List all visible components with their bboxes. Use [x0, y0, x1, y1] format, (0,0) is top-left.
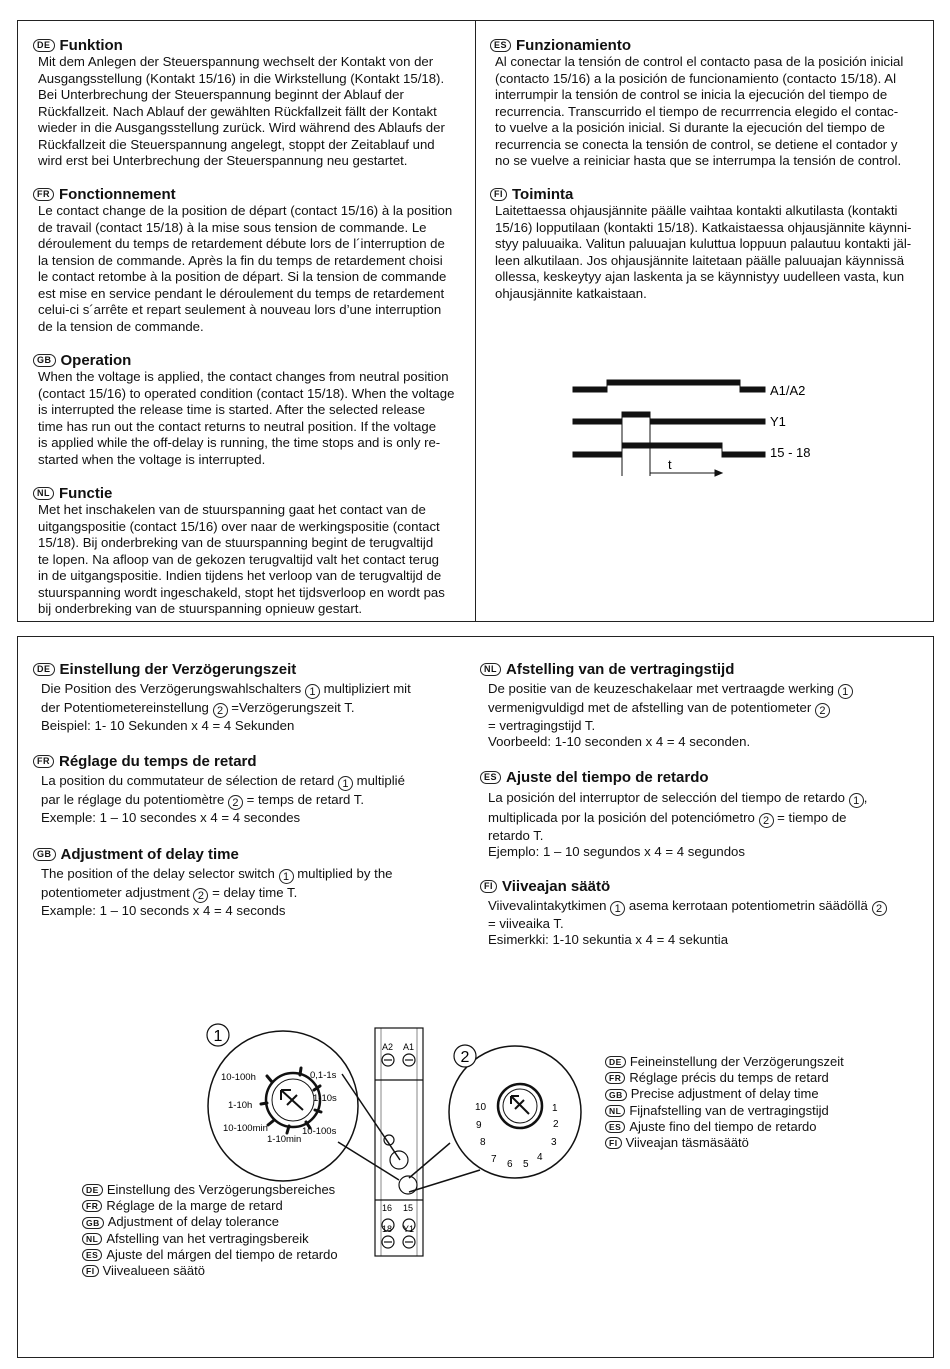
text-line: Rückfallzeit. Nach Ablauf der gewählten Rückfallzeit fällt der Kontakt: [38, 103, 437, 119]
legend-row: [82, 1263, 338, 1279]
label-a1a2: A1/A2: [770, 383, 806, 398]
signal-y1: [573, 412, 765, 424]
legend-text: Viivealueen säätö: [102, 1263, 205, 1279]
section-fi-adjust: [480, 877, 930, 948]
lang-badge: ES: [480, 771, 501, 784]
legend-text: Viiveajan täsmäsäätö: [625, 1135, 749, 1151]
text-line: = vertragingstijd T.: [488, 718, 596, 733]
section-de-adjust: [33, 660, 473, 733]
legend-row: [605, 1054, 844, 1070]
terminal-18: 18: [382, 1224, 393, 1234]
section-title: Funzionamiento: [516, 36, 632, 54]
terminal-a2: A2: [382, 1042, 394, 1052]
section-body: [33, 54, 473, 170]
text-line: bij onderbreking van de stuurspanning opnieuw gestart.: [38, 601, 363, 616]
text-span: multiplied by the: [297, 866, 393, 881]
legend-text: Precise adjustment of delay time: [630, 1086, 819, 1102]
legend-row: [605, 1135, 844, 1151]
text-line: de la tension de commande.: [38, 318, 204, 334]
legend-left: [82, 1182, 338, 1279]
section-nl-adjust: [480, 660, 930, 751]
circle-number-2: 2: [759, 813, 774, 828]
callout-1-label: 1: [213, 1028, 223, 1045]
text-line: de travail (contact 15/18) à la mise sous tension de commande. Le: [38, 219, 427, 235]
section-title: Funktion: [59, 36, 123, 54]
section-body: [33, 678, 473, 733]
circle-number-1: 1: [849, 793, 864, 808]
terminal-y1: Y1: [403, 1224, 415, 1234]
text-span: ,: [863, 790, 868, 805]
legend-row: [82, 1231, 338, 1247]
lang-badge: NL: [605, 1105, 625, 1117]
section-title: Adjustment of delay time: [60, 845, 239, 863]
section-es-adjust: [480, 768, 930, 860]
section-body: [490, 203, 930, 302]
dial1-mark-0-1-1s: 0,1-1s: [310, 1070, 337, 1081]
section-title: Einstellung der Verzögerungszeit: [59, 660, 297, 678]
section-title: Functie: [59, 484, 113, 502]
section-nl-function: [33, 484, 473, 618]
section-gb-adjust: [33, 845, 473, 918]
text-line: is interrupted the release time is started. After the selected release: [38, 402, 426, 417]
text-line: recurrencia se conecta la tensión de control, se detiene el contador y: [495, 136, 898, 152]
dial2-mark-6: 6: [507, 1159, 513, 1170]
text-line: Rückfallzeit die Steuerspannung angelegt, stoppt der Zeitablauf und: [38, 136, 435, 152]
text-line: Le contact change de la position de départ (contact 15/16) à la position: [38, 203, 453, 218]
text-line: Voorbeeld: 1-10 seconden x 4 = 4 seconden.: [488, 734, 751, 749]
legend-row: [82, 1247, 338, 1263]
text-line: 15/18). Bij onderbreking van de stuurspanning begint de terugvaltijd: [38, 535, 434, 550]
lang-badge: FI: [480, 880, 497, 893]
text-line: in de uitgangspositie. Indien tijdens het verloop van de terugvaltijd de: [38, 568, 442, 583]
circle-number-2: 2: [213, 703, 228, 718]
dial2-mark-4: 4: [537, 1152, 543, 1163]
callout-2: [454, 1045, 476, 1067]
dial2-mark-9: 9: [476, 1120, 482, 1131]
lang-badge: FR: [82, 1200, 102, 1212]
section-gb-function: [33, 351, 473, 468]
text-line: interrumpir la tensión de control se inicia la ejecución del tiempo de: [495, 87, 888, 102]
relay-device: [375, 1028, 423, 1256]
lang-badge: GB: [82, 1217, 104, 1229]
text-span: par le réglage du potentiomètre: [41, 792, 225, 807]
legend-row: [82, 1214, 338, 1230]
text-line: (contacto 15/16) a la posición de funcionamiento (contacto 15/18). Al: [495, 70, 897, 86]
dial2-mark-8: 8: [480, 1137, 486, 1148]
section-de-function: [33, 36, 473, 170]
dial1-mark-10-100min: 10-100min: [223, 1123, 268, 1134]
callout-2-label: 2: [460, 1049, 470, 1066]
label-15-18: 15 - 18: [770, 445, 811, 460]
text-span: potentiometer adjustment: [41, 885, 190, 900]
lang-badge: FI: [490, 188, 507, 201]
terminal-a1: A1: [403, 1042, 415, 1052]
circle-number-2: 2: [815, 703, 830, 718]
legend-text: Fijnafstelling van de vertragingstijd: [629, 1102, 829, 1118]
text-line: = viiveaika T.: [488, 916, 564, 931]
text-line: wieder in die Ausgangsstellung zurück. Wird während des Ablaufs der: [38, 120, 445, 135]
section-body: [480, 786, 930, 860]
lang-badge: NL: [480, 663, 501, 676]
text-line: wird erst bei Unterbrechung der Steuerspannung neu gestartet.: [38, 153, 408, 168]
section-title: Afstelling van de vertragingstijd: [506, 660, 735, 678]
text-line: déroulement du temps de retardement débute lors de l´interruption de: [38, 236, 445, 251]
text-span: La position du commutateur de sélection de retard: [41, 773, 335, 788]
dial1-mark-10-100h: 10-100h: [221, 1072, 256, 1083]
section-body: [33, 502, 473, 618]
text-line: Beispiel: 1- 10 Sekunden x 4 = 4 Sekunden: [41, 718, 295, 733]
dial2-mark-1: 1: [552, 1103, 558, 1114]
lang-badge: GB: [33, 848, 56, 861]
section-body: [33, 369, 473, 468]
terminal-16: 16: [382, 1203, 393, 1213]
text-line: Example: 1 – 10 seconds x 4 = 4 seconds: [41, 903, 286, 918]
legend-text: Ajuste fino del tiempo de retardo: [629, 1118, 817, 1134]
text-line: ohjausjännite katkaistaan.: [495, 285, 647, 301]
lang-badge: FR: [33, 188, 54, 201]
lang-badge: FR: [33, 755, 54, 768]
dial2-mark-5: 5: [523, 1159, 529, 1170]
text-line: Al conectar la tensión de control el contacto pasa de la posición inicial: [495, 54, 904, 69]
text-line: styy paluuaika. Valitun paluuajan kuluttua loppuun palautuu kontakti jäl-: [495, 236, 912, 251]
legend-text: Feineinstellung der Verzögerungszeit: [629, 1054, 844, 1069]
text-span: der Potentiometereinstellung: [41, 700, 209, 715]
text-line: Bei Unterbrechung der Steuerspannung beginnt der Ablauf der: [38, 87, 404, 102]
text-span: = tiempo de: [777, 810, 847, 825]
circle-number-2: 2: [193, 888, 208, 903]
text-line: recurrencia. Transcurrido el tiempo de recurrrencia elegido el contac-: [495, 103, 899, 119]
text-line: est mise en service pendant le déroulement du temps de retardement: [38, 285, 445, 301]
text-line: Mit dem Anlegen der Steuerspannung wechselt der Kontakt von der: [38, 54, 434, 69]
section-title: Viiveajan säätö: [502, 877, 611, 895]
dial2-mark-7: 7: [491, 1154, 497, 1165]
section-body: [33, 770, 473, 825]
lang-badge: ES: [490, 39, 511, 52]
text-span: multipliziert mit: [323, 681, 411, 696]
text-line: uitgangspositie (contact 15/16) over naar de werkingspositie (contact: [38, 518, 440, 534]
signal-a1a2: [573, 380, 765, 392]
lang-badge: FI: [82, 1265, 99, 1277]
text-span: asema kerrotaan potentiometrin säädöllä: [628, 898, 868, 913]
dial1-mark-1-10s: 1-10s: [313, 1093, 337, 1104]
lang-badge: DE: [605, 1056, 626, 1068]
circle-number-1: 1: [338, 776, 353, 791]
lang-badge: ES: [605, 1121, 625, 1133]
text-line: is applied while the off-delay is running, the time stops and is only re-: [38, 435, 441, 450]
circle-number-1: 1: [838, 684, 853, 699]
text-line: ollessa, keskeytyy ajan laskenta ja se käynnistyy uudelleen vasta, kun: [495, 269, 905, 284]
circle-number-1: 1: [279, 869, 294, 884]
text-line: Laitettaessa ohjausjännite päälle vaihtaa kontakti alkutilasta (kontakti: [495, 203, 898, 218]
text-span: multiplicada por la posición del potenciómetro: [488, 810, 755, 825]
section-body: [490, 54, 930, 170]
label-y1: Y1: [770, 414, 786, 429]
text-line: te lopen. Na afloop van de gekozen terugvaltijd valt het contact terug: [38, 551, 440, 567]
section-fr-function: [33, 185, 473, 335]
lang-badge: DE: [33, 39, 55, 52]
section-title: Fonctionnement: [59, 185, 176, 203]
text-line: (contact 15/16) to operated condition (contact 15/18). When the voltage: [38, 385, 455, 401]
text-line: la tension de commande. Après la fin du temps de retardement choisi: [38, 252, 443, 268]
text-line: no se vuelve a reiniciar hasta que se interrumpa la tensión de control.: [495, 153, 902, 168]
lang-badge: DE: [82, 1184, 103, 1196]
timing-diagram: [560, 370, 830, 480]
circle-number-1: 1: [610, 901, 625, 916]
legend-row: [605, 1070, 844, 1086]
legend-text: Ajuste del márgen del tiempo de retardo: [106, 1246, 338, 1262]
text-span: Viivevalintakytkimen: [488, 898, 607, 913]
legend-text: Réglage précis du temps de retard: [629, 1070, 829, 1086]
legend-text: Afstelling van het vertragingsbereik: [106, 1230, 309, 1246]
signal-15-18: [573, 443, 765, 457]
text-line: stuurspanning wordt ingeschakeld, stopt het tijdsverloop en wordt pas: [38, 584, 445, 600]
text-line: started when the voltage is interrupted.: [38, 451, 266, 467]
legend-right: [605, 1054, 844, 1151]
text-line: Met het inschakelen van de stuurspanning gaat het contact van de: [38, 502, 426, 517]
label-t: t: [668, 457, 672, 472]
lang-badge: DE: [33, 663, 55, 676]
text-line: Exemple: 1 – 10 secondes x 4 = 4 secondes: [41, 810, 301, 825]
text-span: =Verzögerungszeit T.: [231, 700, 355, 715]
circle-number-1: 1: [305, 684, 320, 699]
legend-row: [82, 1198, 338, 1214]
legend-row: [605, 1103, 844, 1119]
text-line: Ausgangsstellung (Kontakt 15/16) in die Wirkstellung (Kontakt 15/18).: [38, 70, 445, 86]
section-title: Réglage du temps de retard: [59, 752, 257, 770]
lang-badge: ES: [82, 1249, 102, 1261]
text-line: Ejemplo: 1 – 10 segundos x 4 = 4 segundos: [488, 844, 745, 859]
section-fi-function: [490, 185, 930, 302]
text-line: leen alkutilaan. Jos ohjausjännite laitetaan päälle paluuajan käynnissä: [495, 252, 905, 268]
text-line: When the voltage is applied, the contact changes from neutral position: [38, 369, 449, 384]
text-span: De positie van de keuzeschakelaar met vertraagde werking: [488, 681, 834, 696]
section-title: Ajuste del tiempo de retardo: [506, 768, 709, 786]
dial2-mark-3: 3: [551, 1137, 557, 1148]
text-line: retardo T.: [488, 828, 544, 843]
text-span: Die Position des Verzögerungswahlschalters: [41, 681, 302, 696]
text-span: La posición del interruptor de selección del tiempo de retardo: [488, 790, 846, 805]
section-body: [33, 203, 473, 335]
lang-badge: GB: [33, 354, 56, 367]
text-line: time has run out the contact returns to neutral position. If the voltage: [38, 418, 437, 434]
dial1-mark-10-100s: 10-100s: [302, 1126, 337, 1137]
legend-row: [605, 1119, 844, 1135]
text-span: = temps de retard T.: [246, 792, 365, 807]
text-line: 15/16) lopputilaan (kontakti 15/18). Katkaistaessa ohjausjännite käynni-: [495, 219, 912, 235]
dial2-mark-2: 2: [553, 1119, 559, 1130]
lang-badge: NL: [82, 1233, 102, 1245]
lang-badge: FI: [605, 1137, 622, 1149]
lang-badge: GB: [605, 1089, 627, 1101]
lang-badge: NL: [33, 487, 54, 500]
section-title: Toiminta: [512, 185, 574, 203]
text-line: celui-ci s´arrête et repart seulement à nouveau lors d’une interruption: [38, 302, 442, 317]
time-arrow: [622, 424, 722, 476]
legend-text: Adjustment of delay tolerance: [107, 1214, 280, 1230]
section-fr-adjust: [33, 752, 473, 825]
section-body: [480, 895, 930, 948]
text-line: to vuelve a la posición inicial. Si durante la ejecución del tiempo de: [495, 120, 885, 135]
callout-1: [207, 1024, 229, 1046]
text-span: = delay time T.: [212, 885, 298, 900]
dial1-mark-1-10h: 1-10h: [228, 1100, 253, 1111]
legend-row: [82, 1182, 338, 1198]
lang-badge: FR: [605, 1072, 625, 1084]
dial2-mark-10: 10: [475, 1102, 487, 1113]
section-title: Operation: [60, 351, 132, 369]
text-line: le contact retombe à la position de départ. Si la tension de commande: [38, 269, 447, 284]
range-selector-dial: [208, 1031, 358, 1181]
dial1-mark-1-10min: 1-10min: [267, 1134, 302, 1145]
legend-row: [605, 1086, 844, 1102]
terminal-15: 15: [403, 1203, 414, 1213]
text-span: vermenigvuldigd met de afstelling van de potentiometer: [488, 700, 812, 715]
section-body: [33, 863, 473, 918]
section-body: [480, 678, 930, 751]
section-es-function: [490, 36, 930, 170]
text-span: The position of the delay selector switch: [41, 866, 275, 881]
circle-number-2: 2: [228, 795, 243, 810]
legend-text: Réglage de la marge de retard: [106, 1198, 283, 1214]
top-divider: [475, 20, 476, 622]
circle-number-2: 2: [872, 901, 887, 916]
text-span: multiplié: [356, 773, 405, 788]
legend-text: Einstellung des Verzögerungsbereiches: [106, 1182, 336, 1197]
text-line: Esimerkki: 1-10 sekuntia x 4 = 4 sekuntia: [488, 932, 729, 947]
